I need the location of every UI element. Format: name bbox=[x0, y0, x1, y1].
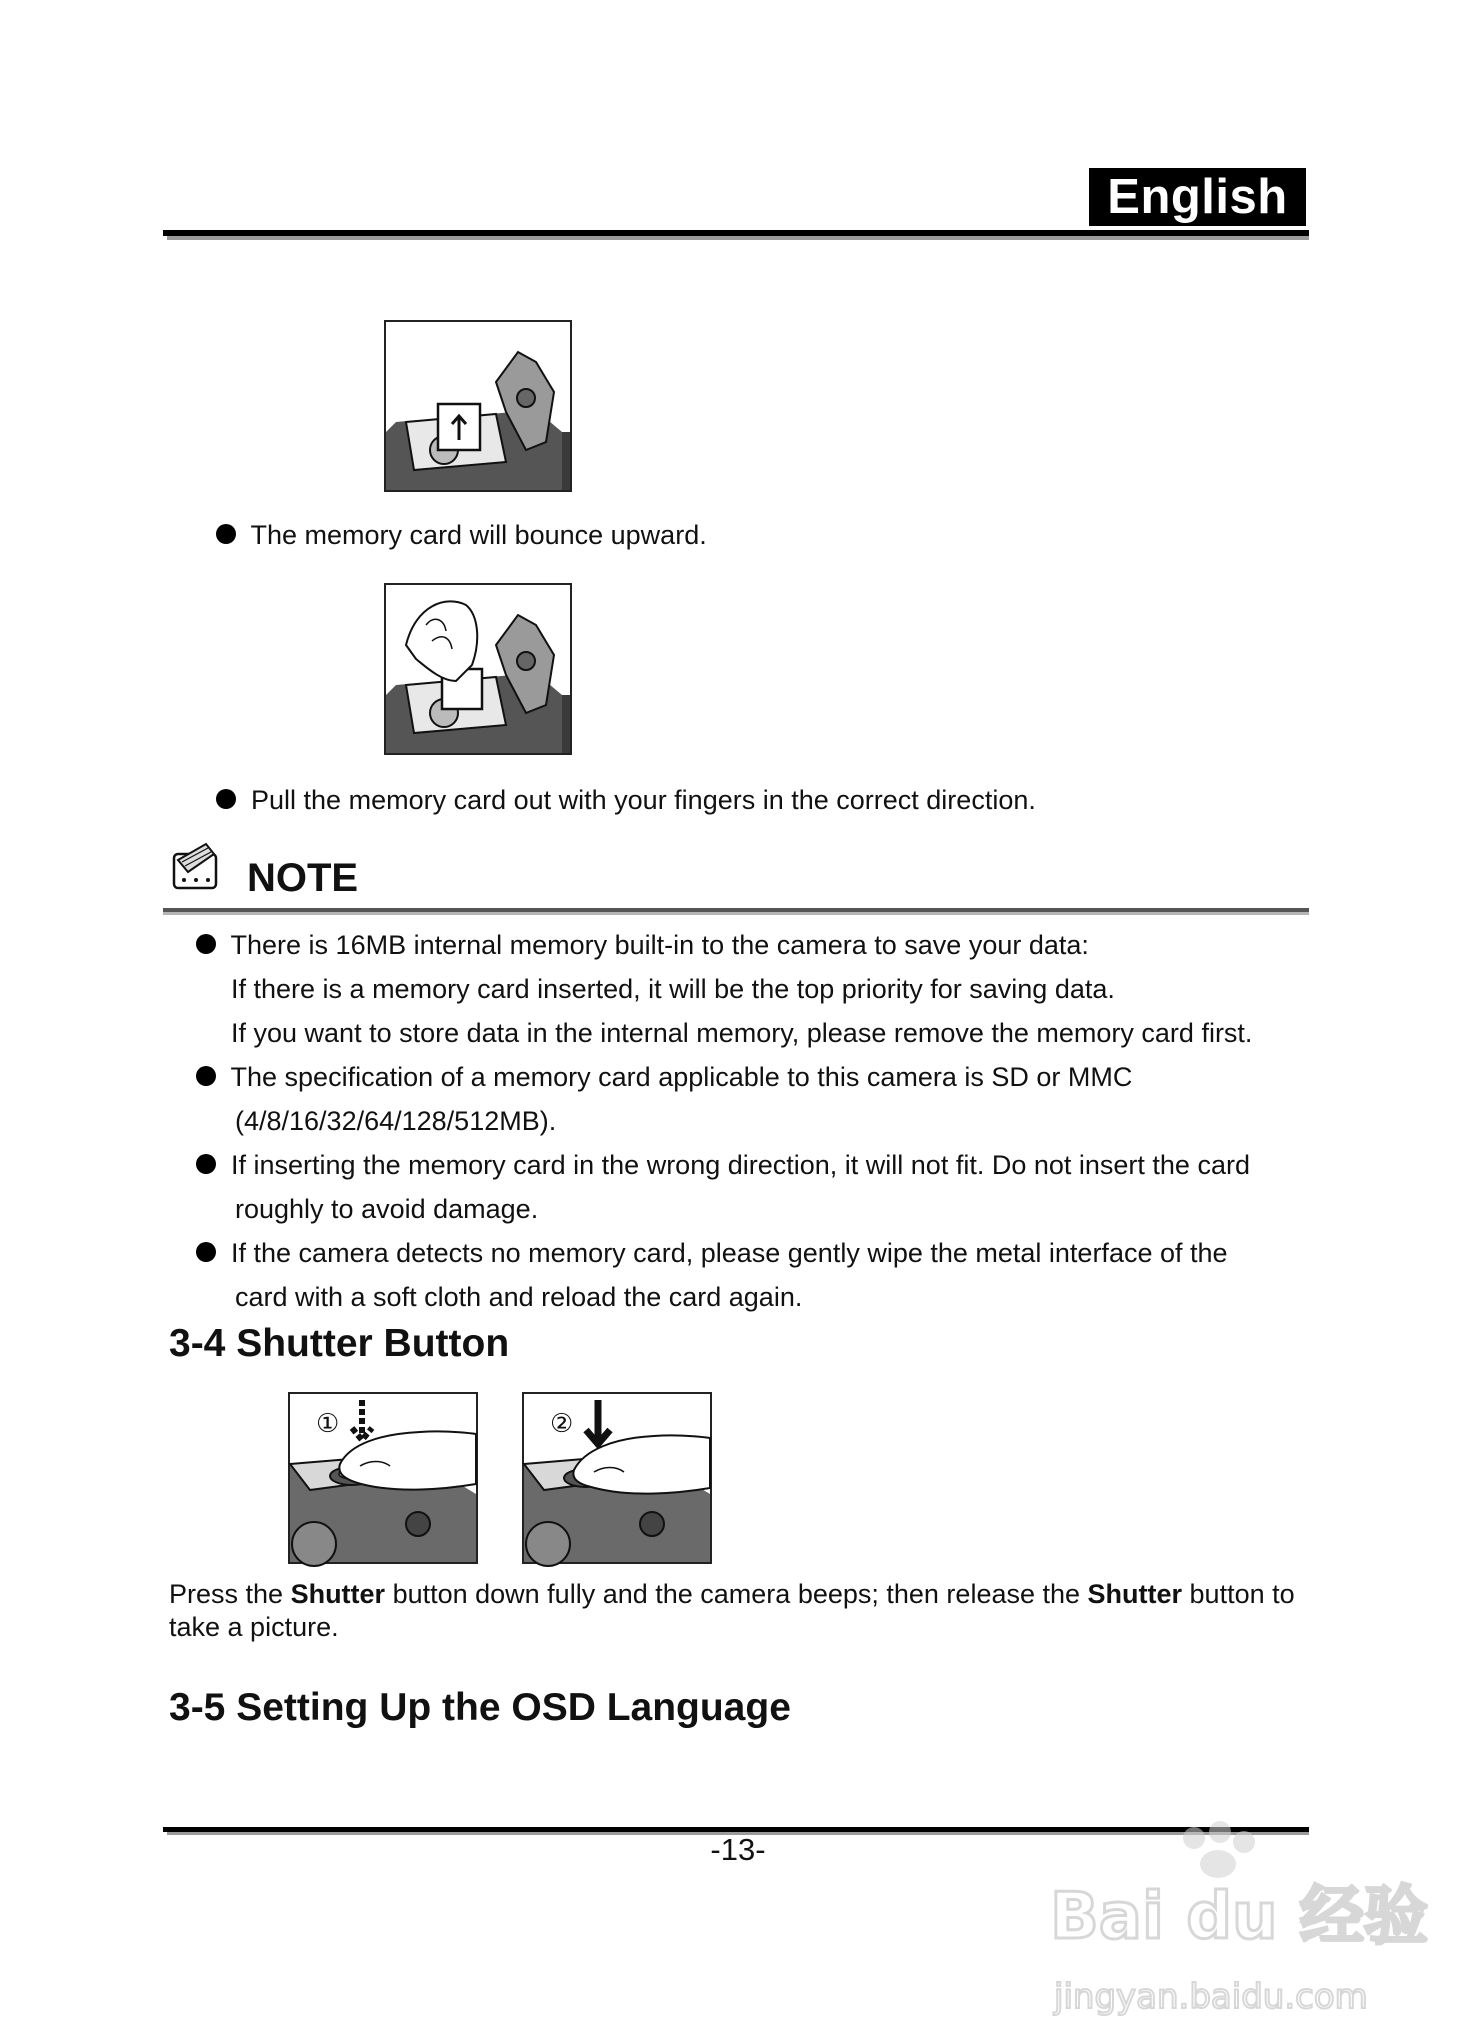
note-line: If there is a memory card inserted, it will be the top priority for saving data. bbox=[231, 974, 1115, 1004]
note-rule-shadow bbox=[163, 912, 1309, 915]
note-line-text: There is 16MB internal memory built-in to the camera to save your data: bbox=[230, 930, 1089, 960]
bullet-dot bbox=[196, 1154, 216, 1174]
note-line-text: If the camera detects no memory card, please gently wipe the metal interface of the bbox=[231, 1238, 1228, 1268]
note-line: (4/8/16/32/64/128/512MB). bbox=[235, 1106, 557, 1136]
memory-card-step-text: The memory card will bounce upward. bbox=[250, 520, 707, 550]
note-pad-icon bbox=[170, 842, 222, 892]
step-marker: ① bbox=[316, 1409, 340, 1439]
section-heading-shutter: 3-4 Shutter Button bbox=[169, 1322, 510, 1365]
watermark-brand: Bai du 经验 bbox=[1050, 1880, 1428, 1954]
memory-card-pull-out-illustration bbox=[384, 583, 572, 755]
shutter-instructions: Press the Shutter button down fully and the camera beeps; then release the Shutter button to take a picture. bbox=[169, 1579, 1295, 1642]
note-line-text: The specification of a memory card applicable to this camera is SD or MMC bbox=[230, 1062, 1133, 1092]
language-tab: English bbox=[1089, 168, 1306, 226]
shutter-full-press-illustration bbox=[522, 1392, 712, 1564]
list-item bbox=[216, 778, 1036, 822]
section-heading-osd-language: 3-5 Setting Up the OSD Language bbox=[169, 1686, 791, 1729]
header-rule-shadow bbox=[167, 236, 1309, 240]
note-title: NOTE bbox=[247, 856, 359, 900]
bullet-dot bbox=[196, 934, 216, 954]
shutter-term: Shutter bbox=[1087, 1579, 1183, 1609]
note-line: card with a soft cloth and reload the card again. bbox=[235, 1282, 803, 1312]
memory-card-bounce-illustration bbox=[384, 320, 572, 492]
note-line: roughly to avoid damage. bbox=[235, 1194, 539, 1224]
bullet-dot bbox=[196, 1066, 216, 1086]
bullet-dot bbox=[216, 789, 236, 809]
page-number: -13- bbox=[710, 1832, 766, 1867]
memory-card-step-text: Pull the memory card out with your fingers in the correct direction. bbox=[251, 785, 1036, 815]
watermark-url: jingyan.baidu.com bbox=[1054, 1977, 1368, 2017]
note-line bbox=[196, 1143, 1250, 1187]
shutter-half-press-illustration bbox=[288, 1392, 478, 1564]
note-line-text: If inserting the memory card in the wrong direction, it will not fit. Do not insert the card bbox=[231, 1150, 1250, 1180]
note-line bbox=[196, 1055, 1132, 1099]
note-line: If you want to store data in the internal memory, please remove the memory card first. bbox=[231, 1018, 1253, 1048]
baidu-watermark bbox=[1044, 1818, 1428, 2028]
bullet-dot bbox=[196, 1242, 216, 1262]
list-item bbox=[216, 513, 707, 557]
bullet-dot bbox=[216, 524, 236, 544]
note-line bbox=[196, 923, 1089, 967]
note-line bbox=[196, 1231, 1228, 1275]
step-marker: ② bbox=[550, 1409, 574, 1439]
shutter-term: Shutter bbox=[290, 1579, 386, 1609]
